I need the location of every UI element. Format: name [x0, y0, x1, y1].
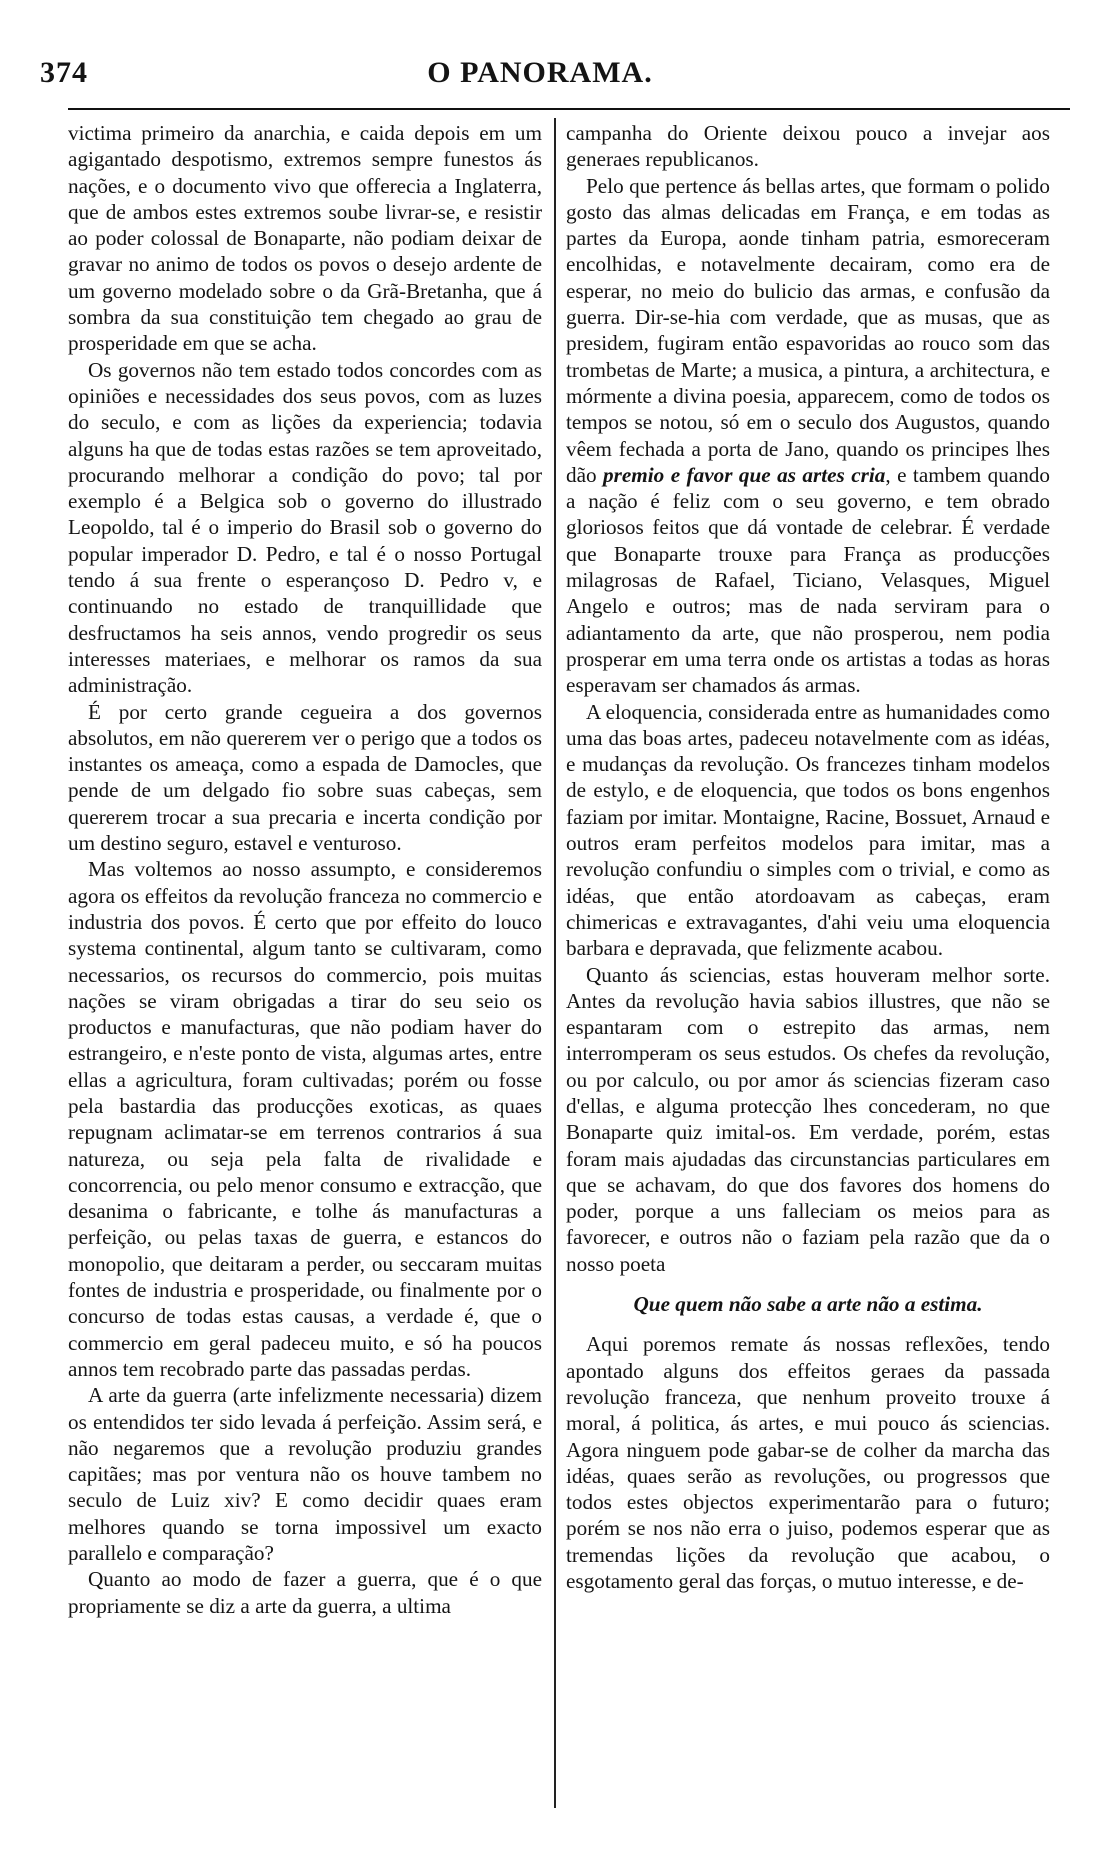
right-paragraph-5: Aqui poremos remate ás nossas reflexões, tendo apontado alguns dos effeitos geraes da passada revolução franceza, que nenhum proveito trouxe á moral, á politica, ás artes, e mui pouco ás sciencias. Agora ninguem pode gabar-se de colher da marcha das idéas, quaes serão as revoluções, ou progressos que todos estes objectos experimentarão para o futuro; porém se nos não erra o juiso, podemos esperar que as tremendas lições da revolução que acabou, o esgotamento geral das forças, o mutuo interesse, e de- — [566, 1332, 1050, 1594]
journal-title: O PANORAMA. — [427, 56, 653, 89]
page-number: 374 — [40, 56, 88, 89]
left-paragraph-1: victima primeiro da anarchia, e caida depois em um agigantado despotismo, extremos sempre funestos ás nações, e o documento vivo que offerecia a Inglaterra, que de ambos estes extremos soube livrar-se, e resistir ao poder colossal de Bonaparte, não podiam deixar de gravar no animo de todos os povos o desejo ardente de um governo modelado sobre o da Grã-Bretanha, que á sombra da sua constituição tem chegado ao grau de prosperidade em que se acha. — [68, 121, 542, 356]
right-paragraph-1: campanha do Oriente deixou pouco a invejar aos generaes republicanos. — [566, 121, 1050, 172]
left-paragraph-6: Quanto ao modo de fazer a guerra, que é o que propriamente se diz a arte da guerra, a ultima — [68, 1567, 542, 1618]
left-paragraph-2: Os governos não tem estado todos concordes com as opiniões e necessidades dos seus povos, com as luzes do seculo, e com as lições da experiencia; todavia alguns ha que de todas estas razões se tem aproveitado, procurando melhorar a condição do povo; tal por exemplo é a Belgica sob o governo do illustrado Leopoldo, tal é o imperio do Brasil sob o governo do popular imperador D. Pedro, e tal é o nosso Portugal tendo á sua frente o esperançoso D. Pedro v, e continuando no estado de tranquillidade que desfructamos ha seis annos, vendo progredir os seus interesses materiaes, e melhorar os ramos da sua administração. — [68, 357, 542, 698]
verse-quotation: Que quem não sabe a arte não a estima. — [633, 1292, 983, 1317]
right-paragraph-2 — [566, 173, 1050, 699]
left-paragraph-5: A arte da guerra (arte infelizmente necessaria) dizem os entendidos ter sido levada á perfeição. Assim será, e não negaremos que a revolução produziu grandes capitães; mas por ventura não os houve tambem no seculo de Luiz xiv? E como decidir quaes eram melhores quando se torna impossivel um exacto parallelo e comparação? — [68, 1383, 542, 1566]
right-column — [566, 120, 1050, 1594]
italic-quote-phrase: premio e favor que as artes cria — [603, 462, 886, 487]
left-paragraph-3: É por certo grande cegueira a dos governos absolutos, em não quererem ver o perigo que a todos os instantes os ameaça, como a espada de Damocles, que pende de um delgado fio sobre suas cabeças, sem quererem trocar a sua precaria e incerta condição por um destino seguro, estavel e venturoso. — [68, 699, 542, 856]
column-divider — [554, 118, 556, 1808]
right-paragraph-3: A eloquencia, considerada entre as humanidades como uma das boas artes, padeceu notavelmente com as idéas, e mudanças da revolução. Os francezes tinham modelos de estylo, e de eloquencia, que todos os bons engenhos faziam por imitar. Montaigne, Racine, Bossuet, Arnaud e outros eram perfeitos modelos para imitar, mas a revolução confundiu o simples com o trivial, e como as idéas, que então atordoavam as cabeças, eram chimericas e extravagantes, d'ahi veiu uma eloquencia barbara e depravada, que felizmente acabou. — [566, 699, 1050, 961]
left-paragraph-4: Mas voltemos ao nosso assumpto, e consideremos agora os effeitos da revolução franceza no commercio e industria dos povos. É certo que por effeito do louco systema continental, algum tanto se cultivaram, como necessarios, os recursos do commercio, pois muitas nações se viram obrigadas a tirar do seu seio os productos e manufacturas, que não podiam haver do estrangeiro, e n'este ponto de vista, algumas artes, entre ellas a agricultura, foram cultivadas; porém ou fosse pela bastardia das producções exoticas, as quaes repugnam aclimatar-se em terrenos contrarios á sua natureza, ou seja pela falta de rivalidade e concorrencia, ou pelo menor consumo e extracção, que desanima o fabricante, e tolhe ás manufacturas a perfeição, ou pelas taxas de guerra, e estancos do monopolio, que deitaram a perder, ou seccaram muitas fontes de industria e prosperidade, ou finalmente por o concurso de todas estas causas, a verdade é, que o commercio em geral padeceu muito, e só ha poucos annos tem recobrado parte das passadas perdas. — [68, 857, 542, 1381]
header-rule — [68, 108, 1070, 110]
right-paragraph-4: Quanto ás sciencias, estas houveram melhor sorte. Antes da revolução havia sabios illustres, que não se espantaram com o estrepito das armas, nem interromperam os seus estudos. Os chefes da revolução, ou por calculo, ou por amor ás sciencias fizeram caso d'ellas, e alguma protecção lhes concederam, no que Bonaparte quiz imital-os. Em verdade, porém, estas foram mais ajudadas das circunstancias particulares em que se achavam, do que dos favores dos homens do poder, porque a uns falleciam os meios para as favorecer, e outros não o faziam pela razão que da o nosso poeta — [566, 962, 1050, 1276]
left-column — [68, 120, 542, 1619]
right-paragraph-2-text-a: Pelo que pertence ás bellas artes, que formam o polido gosto das almas delicadas em França, e em todas as partes da Europa, aonde tinham patria, esmoreceram encolhidas, e notavelmente decairam, como era de esperar, no meio do bulicio das armas, e confusão da guerra. Dir-se-hia com verdade, que as musas, que as presidem, fugiram então espavoridas ao rouco som das trombetas de Marte; a musica, a pintura, a architectura, e mórmente a divina poesia, apparecem, como de todos os tempos se notou, só em o seculo dos Augustos, quando vêem fechada a porta de Jano, quando os principes lhes dão — [566, 173, 1050, 487]
page-header — [40, 52, 1040, 100]
right-paragraph-2-text-b: , e tambem quando a nação é feliz com o seu governo, e tem obrado gloriosos feitos que dá vontade de celebrar. É verdade que Bonaparte trouxe para França as producções milagrosas de Rafael, Ticiano, Velasques, Miguel Angelo e outros; mas de nada serviram para o adiantamento da arte, que não prosperou, nem podia prosperar em uma terra onde os artistas a todas as horas esperavam ser chamados ás armas. — [566, 462, 1050, 698]
